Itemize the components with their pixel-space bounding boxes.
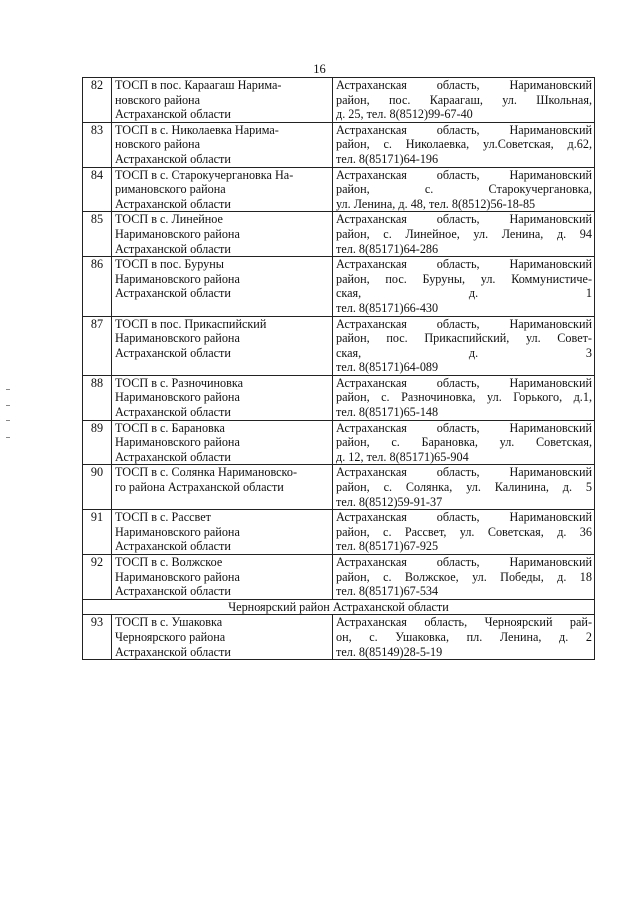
row-number: 92 [83, 555, 112, 600]
cell-line: ТОСП в с. Разночиновка [115, 375, 243, 390]
office-name [112, 510, 333, 555]
office-name [112, 257, 333, 316]
cell-line: Астраханская область, Наримановский [336, 122, 592, 137]
table-row [83, 316, 595, 375]
cell-line: тел. 8(8512)59-91-37 [336, 494, 443, 509]
cell-line: Астраханская область, Наримановский [336, 316, 592, 331]
cell-line: Астраханской области [115, 405, 231, 420]
cell-line: район, с. Барановка, ул. Советская, [336, 435, 592, 450]
cell-line: Наримановского района [115, 331, 240, 346]
table-row [83, 122, 595, 167]
cell-line: Астраханская область, Черноярский рай- [336, 615, 592, 630]
cell-line: го района Астраханской области [115, 480, 284, 495]
row-number: 82 [83, 78, 112, 123]
cell-line: ТОСП в с. Николаевка Нарима- [115, 122, 279, 137]
cell-line: Астраханская область, Наримановский [336, 212, 592, 227]
cell-line: ТОСП в с. Ушаковка [115, 615, 223, 630]
cell-line: Черноярского района [115, 629, 226, 644]
cell-line: Астраханской области [115, 107, 231, 122]
table-row [83, 78, 595, 123]
office-name [112, 212, 333, 257]
cell-line: район, с. Старокучергановка, [336, 182, 592, 197]
office-name [112, 167, 333, 212]
cell-line: д. 25, тел. 8(8512)99-67-40 [336, 107, 473, 122]
office-address [333, 465, 595, 510]
page-number: 16 [313, 62, 326, 76]
row-number: 88 [83, 375, 112, 420]
cell-line: Астраханской области [115, 286, 231, 301]
margin-mark [6, 389, 10, 390]
cell-line: Астраханской области [115, 241, 231, 256]
cell-line: Наримановского района [115, 569, 240, 584]
office-address [333, 212, 595, 257]
table-row [83, 465, 595, 510]
table-row [83, 420, 595, 465]
cell-line: Астраханской области [115, 449, 231, 464]
row-number: 86 [83, 257, 112, 316]
cell-line: район, с. Волжское, ул. Победы, д. 18 [336, 569, 592, 584]
section-header: Черноярский район Астраханской области [83, 599, 595, 615]
cell-line: тел. 8(85149)28-5-19 [336, 644, 443, 659]
office-address [333, 555, 595, 600]
office-name [112, 555, 333, 600]
cell-line: ТОСП в пос. Караагаш Нарима- [115, 78, 282, 92]
cell-line: Наримановского района [115, 390, 240, 405]
cell-line: Астраханской области [115, 345, 231, 360]
cell-line: тел. 8(85171)67-534 [336, 584, 439, 599]
office-address [333, 78, 595, 123]
cell-line: он, с. Ушаковка, пл. Ленина, д. 2 [336, 629, 592, 644]
cell-line: район, с. Разночиновка, ул. Горького, д.1, [336, 390, 592, 405]
office-address [333, 420, 595, 465]
cell-line: ТОСП в с. Барановка [115, 420, 225, 435]
table-row [83, 167, 595, 212]
cell-line: район, пос. Буруны, ул. Коммунистиче- [336, 271, 592, 286]
cell-line: новского района [115, 92, 200, 107]
row-number: 83 [83, 122, 112, 167]
office-name [112, 420, 333, 465]
row-number: 93 [83, 615, 112, 660]
office-name [112, 615, 333, 660]
cell-line: район, пос. Прикаспийский, ул. Совет- [336, 331, 592, 346]
table-row [83, 375, 595, 420]
cell-line: Астраханская область, Наримановский [336, 465, 592, 480]
office-address [333, 615, 595, 660]
cell-line: Наримановского района [115, 435, 240, 450]
table-row [83, 212, 595, 257]
office-address [333, 122, 595, 167]
cell-line: Астраханской области [115, 584, 231, 599]
cell-line: ТОСП в с. Солянка Наримановско- [115, 465, 298, 480]
cell-line: ская, д. 3 [336, 345, 592, 360]
cell-line: римановского района [115, 182, 226, 197]
cell-line: Наримановского района [115, 226, 240, 241]
row-number: 90 [83, 465, 112, 510]
offices-table [82, 77, 595, 660]
cell-line: Астраханская область, Наримановский [336, 257, 592, 272]
cell-line: район, с. Николаевка, ул.Советская, д.62, [336, 137, 592, 152]
table-row [83, 257, 595, 316]
cell-line: район, с. Рассвет, ул. Советская, д. 36 [336, 524, 592, 539]
margin-mark [6, 405, 10, 406]
cell-line: Астраханская область, Наримановский [336, 375, 592, 390]
cell-line: Астраханской области [115, 539, 231, 554]
cell-line: Астраханская область, Наримановский [336, 555, 592, 569]
office-name [112, 78, 333, 123]
cell-line: тел. 8(85171)64-286 [336, 241, 439, 256]
cell-line: район, с. Линейное, ул. Ленина, д. 94 [336, 226, 592, 241]
office-address [333, 510, 595, 555]
office-address [333, 316, 595, 375]
row-number: 85 [83, 212, 112, 257]
cell-line: ТОСП в с. Волжское [115, 555, 223, 569]
cell-line: район, с. Солянка, ул. Калинина, д. 5 [336, 480, 592, 495]
office-address [333, 167, 595, 212]
cell-line: тел. 8(85171)64-196 [336, 151, 439, 166]
cell-line: Наримановского района [115, 524, 240, 539]
cell-line: Астраханская область, Наримановский [336, 420, 592, 435]
office-address [333, 375, 595, 420]
cell-line: Астраханской области [115, 151, 231, 166]
cell-line: Астраханская область, Наримановский [336, 510, 592, 525]
table-row [83, 510, 595, 555]
office-address [333, 257, 595, 316]
table-row [83, 615, 595, 660]
cell-line: Астраханская область, Наримановский [336, 78, 592, 92]
cell-line: Астраханской области [115, 644, 231, 659]
row-number: 87 [83, 316, 112, 375]
cell-line: ТОСП в с. Старокучергановка На- [115, 167, 294, 182]
section-row [83, 599, 595, 615]
office-name [112, 465, 333, 510]
cell-line: район, пос. Караагаш, ул. Школьная, [336, 92, 592, 107]
cell-line: тел. 8(85171)64-089 [336, 360, 439, 375]
office-name [112, 375, 333, 420]
margin-mark [6, 420, 10, 421]
cell-line: ТОСП в пос. Прикаспийский [115, 316, 267, 331]
office-name [112, 316, 333, 375]
margin-mark [6, 437, 10, 438]
cell-line: Наримановского района [115, 271, 240, 286]
cell-line: тел. 8(85171)66-430 [336, 300, 439, 315]
table-row [83, 555, 595, 600]
cell-line: Астраханская область, Наримановский [336, 167, 592, 182]
cell-line: Астраханской области [115, 196, 231, 211]
cell-line: д. 12, тел. 8(85171)65-904 [336, 449, 469, 464]
cell-line: ТОСП в с. Линейное [115, 212, 223, 227]
cell-line: ская, д. 1 [336, 286, 592, 301]
office-name [112, 122, 333, 167]
cell-line: новского района [115, 137, 200, 152]
row-number: 84 [83, 167, 112, 212]
cell-line: тел. 8(85171)67-925 [336, 539, 439, 554]
cell-line: ул. Ленина, д. 48, тел. 8(8512)56-18-85 [336, 196, 536, 211]
cell-line: тел. 8(85171)65-148 [336, 405, 439, 420]
row-number: 89 [83, 420, 112, 465]
cell-line: ТОСП в с. Рассвет [115, 510, 211, 525]
row-number: 91 [83, 510, 112, 555]
cell-line: ТОСП в пос. Буруны [115, 257, 224, 272]
